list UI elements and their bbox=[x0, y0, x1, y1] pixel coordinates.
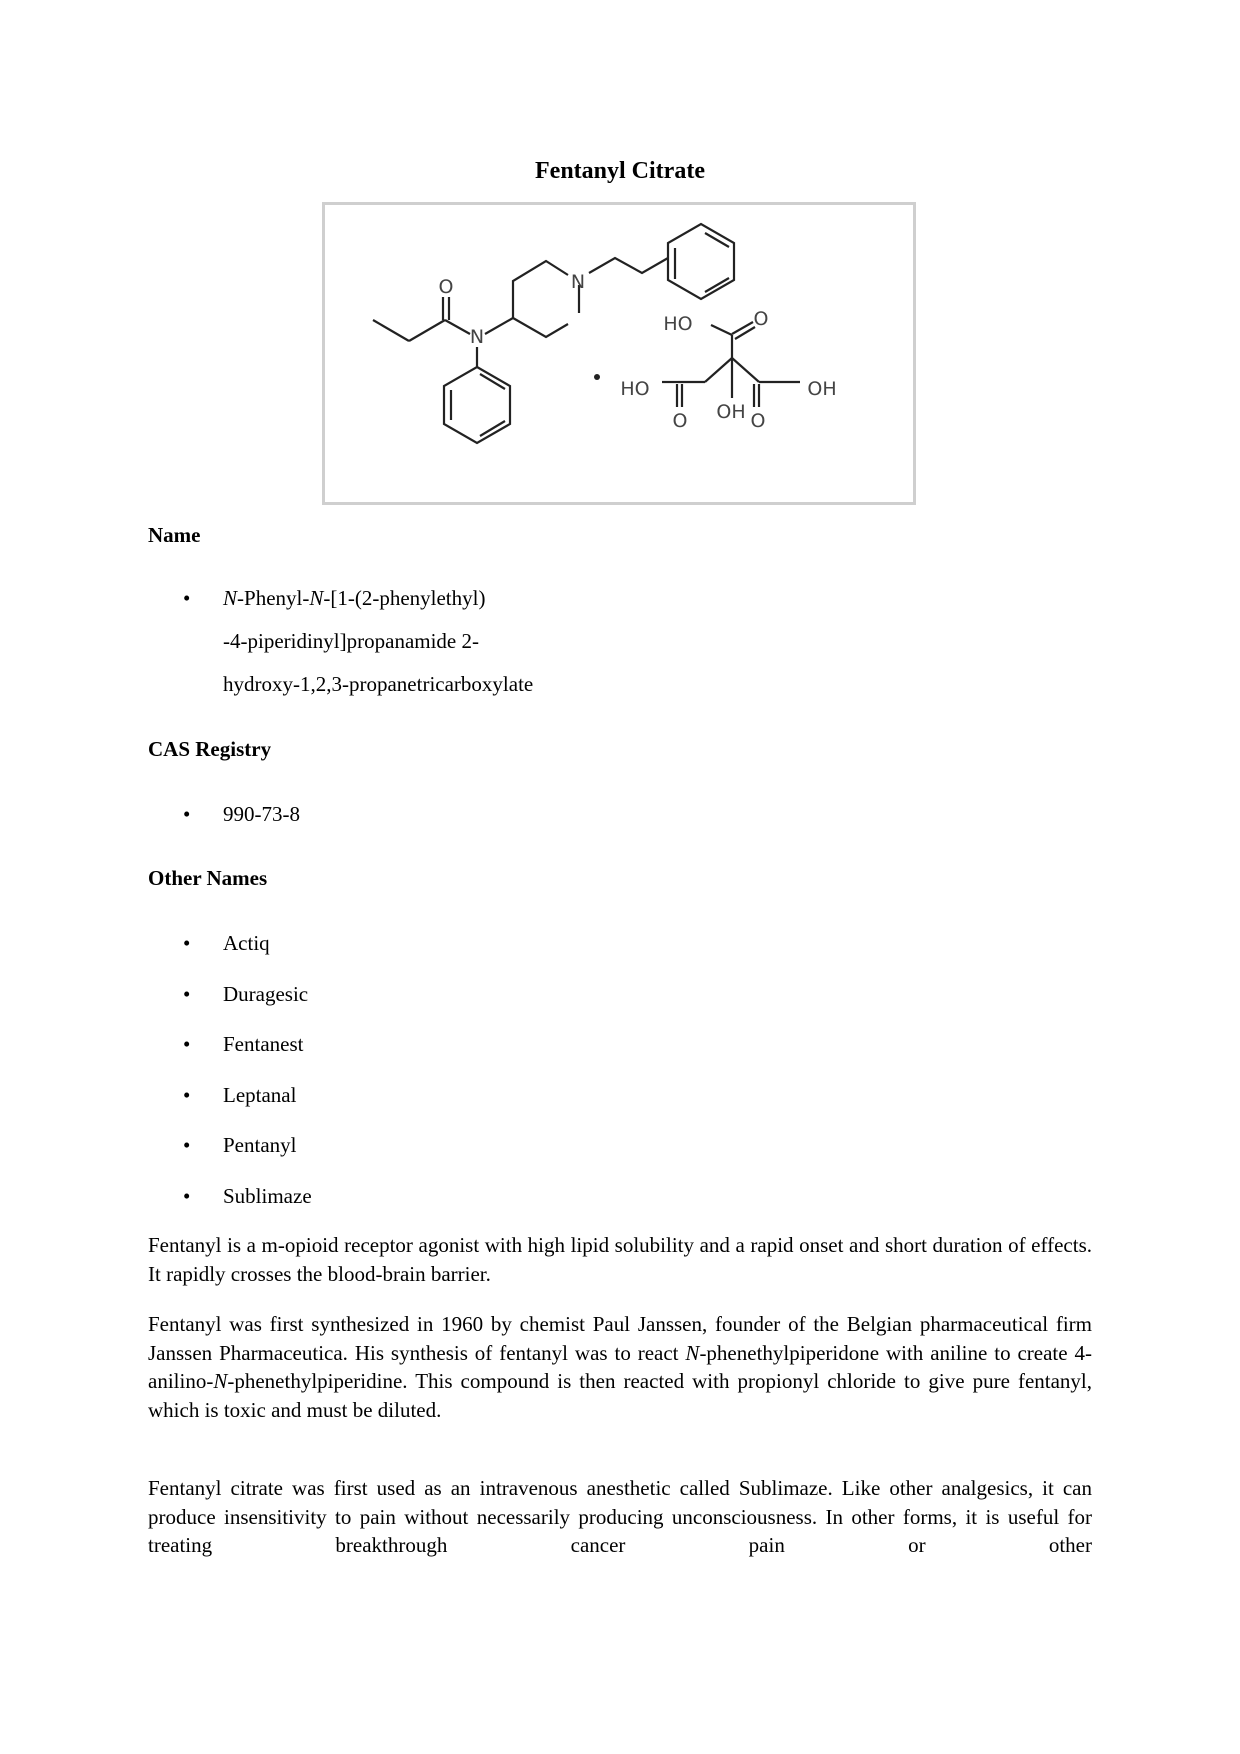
page-title: Fentanyl Citrate bbox=[535, 158, 705, 184]
phenyl-ring-lower bbox=[444, 367, 510, 443]
label-n-amide: N bbox=[469, 326, 485, 348]
salt-dot bbox=[594, 374, 600, 380]
name-line-2: -4-piperidinyl]propanamide 2- bbox=[223, 629, 479, 653]
list-item: • Fentanest bbox=[148, 1032, 312, 1083]
other-names-heading: Other Names bbox=[148, 866, 268, 890]
label-o-left: O bbox=[672, 410, 688, 432]
paragraph-1: Fentanyl is a m-opioid receptor agonist with high lipid solubility and a rapid onset and short duration of effects. It rapidly crosses the blood-brain barrier. bbox=[148, 1233, 1092, 1286]
label-ho-top: HO bbox=[663, 313, 693, 335]
name-line-1: • N-Phenyl-N-[1-(2-phenylethyl) bbox=[223, 586, 486, 610]
list-item: • Actiq bbox=[148, 931, 312, 982]
list-item: • Duragesic bbox=[148, 982, 312, 1033]
phenethyl-chain bbox=[589, 258, 668, 273]
other-names-list bbox=[148, 931, 312, 1234]
name-line-3: hydroxy-1,2,3-propanetricarboxylate bbox=[223, 672, 534, 696]
list-item: • Sublimaze bbox=[148, 1184, 312, 1235]
citrate-left-ch2 bbox=[705, 358, 732, 382]
label-o-top: O bbox=[753, 308, 769, 330]
ethyl-bond bbox=[373, 320, 409, 341]
list-item: • Pentanyl bbox=[148, 1133, 312, 1184]
name-heading: Name bbox=[148, 523, 201, 547]
list-item: • Leptanal bbox=[148, 1083, 312, 1134]
n-piperidine-bond bbox=[485, 318, 513, 334]
chemical-structure-figure bbox=[322, 202, 916, 505]
piperidine-upper bbox=[513, 261, 568, 318]
label-oh-right: OH bbox=[807, 378, 837, 400]
top-o-bond-b bbox=[735, 327, 755, 339]
paragraph-3: Fentanyl citrate was first used as an intravenous anesthetic called Sublimaze. Like other analgesics, it can produce insensitivity to pain without necessarily producing unconsciousness. In other forms, it is useful for treating breakthrough cancer pain or other bbox=[148, 1476, 1092, 1558]
phenyl-ring-upper bbox=[668, 224, 734, 299]
cas-heading: CAS Registry bbox=[148, 737, 272, 761]
structure-diagram bbox=[325, 205, 919, 508]
amide-bond bbox=[445, 320, 470, 334]
label-o-right: O bbox=[750, 410, 766, 432]
list-item bbox=[148, 577, 533, 706]
label-ho-left: HO bbox=[620, 378, 650, 400]
label-n-piperidine: N bbox=[570, 271, 586, 293]
list-item: • 990-73-8 bbox=[148, 802, 300, 826]
cas-list bbox=[148, 802, 300, 826]
top-ho-bond bbox=[711, 325, 732, 335]
piperidine-lower bbox=[513, 318, 568, 337]
label-oh-center: OH bbox=[716, 401, 746, 423]
paragraph-2: Fentanyl was first synthesized in 1960 by chemist Paul Janssen, founder of the Belgian pharmaceutical firm Janssen Pharmaceutica. His synthesis of fentanyl was to react N-phenethylpiperidone with aniline to create 4-anilino-N-phenethylpiperidine. This compound is then reacted with propionyl chloride to give pure fentanyl, which is toxic and must be diluted. bbox=[148, 1312, 1092, 1423]
ring-up-double-2 bbox=[705, 233, 729, 247]
top-o-bond-a bbox=[732, 322, 753, 334]
citrate-right-ch2 bbox=[732, 358, 759, 382]
ethyl-bond-2 bbox=[409, 320, 445, 341]
name-list bbox=[148, 577, 533, 706]
label-o: O bbox=[438, 276, 454, 298]
